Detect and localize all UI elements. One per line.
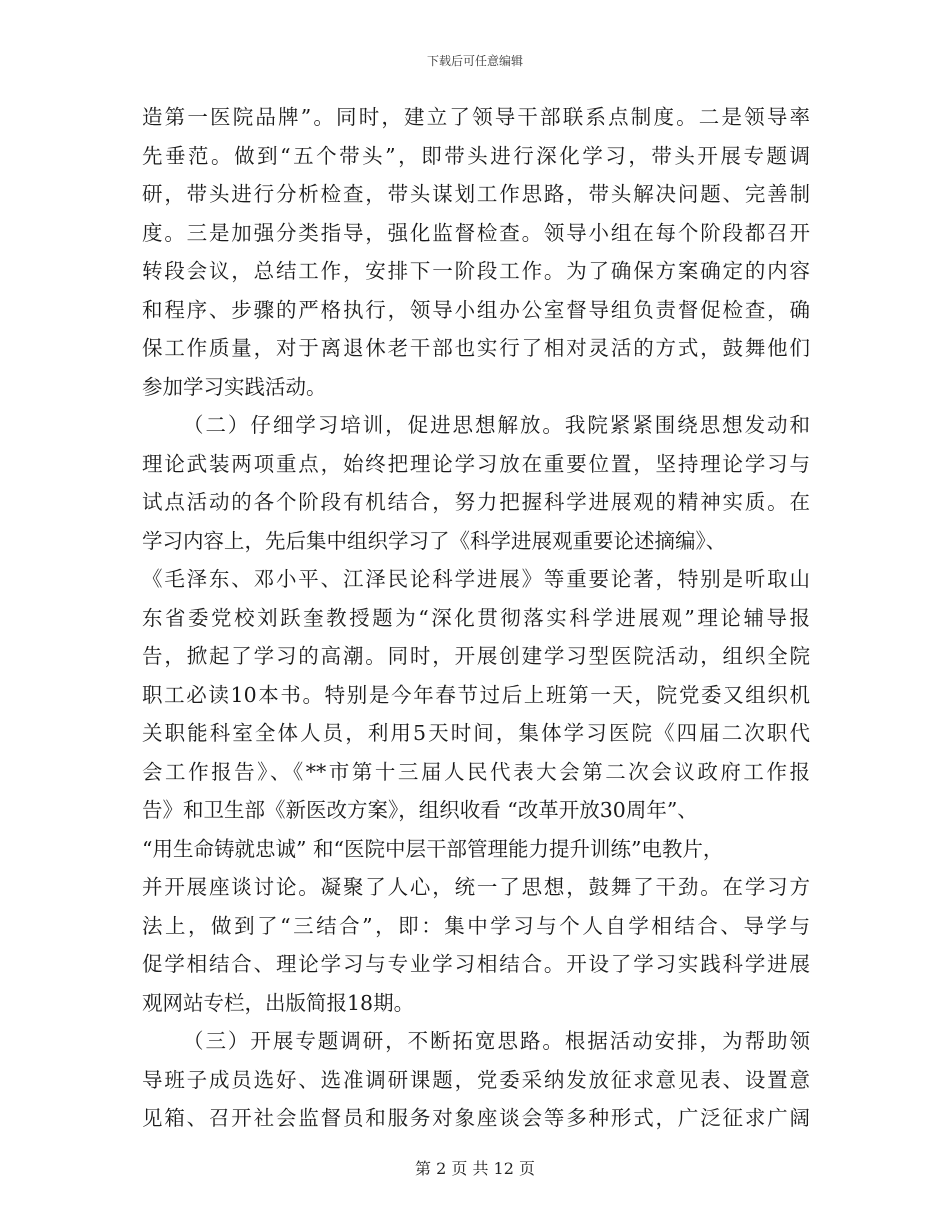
text-line: （三）开展专题调研，不断拓宽思路。根据活动安排，为帮助领 — [183, 1029, 810, 1053]
text-line: “用生命铸就忠诚” 和“医院中层干部管理能力提升训练”电教片， — [142, 836, 724, 861]
text-line: 法上，做到了“三结合”，即：集中学习与个人自学相结合、导学与 — [142, 913, 810, 938]
page-header: 下载后可任意编辑 — [426, 54, 523, 68]
text-line: 转段会议，总结工作，安排下一阶段工作。为了确保方案确定的内容 — [142, 259, 810, 283]
text-line: 告》和卫生部《新医改方案》，组织收看 “改革开放30周年”、 — [142, 798, 698, 822]
text-line: 参加学习实践活动。 — [142, 374, 327, 399]
text-line: 东省委党校刘跃奎教授题为“深化贯彻落实科学进展观”理论辅导报 — [142, 605, 810, 630]
text-line: 见箱、召开社会监督员和服务对象座谈会等多种形式，广泛征求广阔 — [142, 1106, 810, 1130]
text-line: 和程序、步骤的严格执行，领导小组办公室督导组负责督促检查，确 — [142, 297, 810, 322]
text-line: 研，带头进行分析检查，带头谋划工作思路，带头解决问题、完善制 — [142, 182, 810, 206]
text-line: 会工作报告》、《**市第十三届人民代表大会第二次会议政府工作报 — [142, 759, 810, 784]
text-line: 《毛泽东、邓小平、江泽民论科学进展》等重要论著，特别是听取山 — [142, 567, 810, 591]
text-line: 度。三是加强分类指导，强化监督检查。领导小组在每个阶段都召开 — [142, 220, 810, 245]
text-line: 试点活动的各个阶段有机结合，努力把握科学进展观的精神实质。在 — [142, 490, 810, 514]
text-line: 职工必读10本书。特别是今年春节过后上班第一天，院党委又组织机 — [142, 682, 810, 707]
text-line: 造第一医院品牌”。同时，建立了领导干部联系点制度。二是领导率 — [142, 105, 810, 129]
page-number: 第 2 页 共 12 页 — [415, 1159, 535, 1178]
text-line: 学习内容上，先后集中组织学习了《科学进展观重要论述摘编》、 — [142, 528, 727, 553]
text-line: 关职能科室全体人员，利用5天时间，集体学习医院《四届二次职代 — [142, 721, 810, 745]
text-line: 观网站专栏，出版简报18期。 — [142, 990, 415, 1015]
document-body — [142, 98, 810, 1138]
text-line: 理论武装两项重点，始终把理论学习放在重要位置，坚持理论学习与 — [142, 451, 810, 476]
text-line: 促学相结合、理论学习与专业学习相结合。开设了学习实践科学进展 — [142, 952, 810, 976]
text-line: 并开展座谈讨论。凝聚了人心，统一了思想，鼓舞了干劲。在学习方 — [142, 875, 810, 899]
text-line: 导班子成员选好、选准调研课题，党委采纳发放征求意见表、设置意 — [142, 1067, 810, 1092]
text-line: 告，掀起了学习的高潮。同时，开展创建学习型医院活动，组织全院 — [142, 644, 810, 668]
text-line: 先垂范。做到“五个带头”，即带头进行深化学习，带头开展专题调 — [142, 143, 810, 168]
text-line: 保工作质量，对于离退休老干部也实行了相对灵活的方式，鼓舞他们 — [142, 336, 810, 360]
text-line: （二）仔细学习培训，促进思想解放。我院紧紧围绕思想发动和 — [183, 413, 810, 437]
